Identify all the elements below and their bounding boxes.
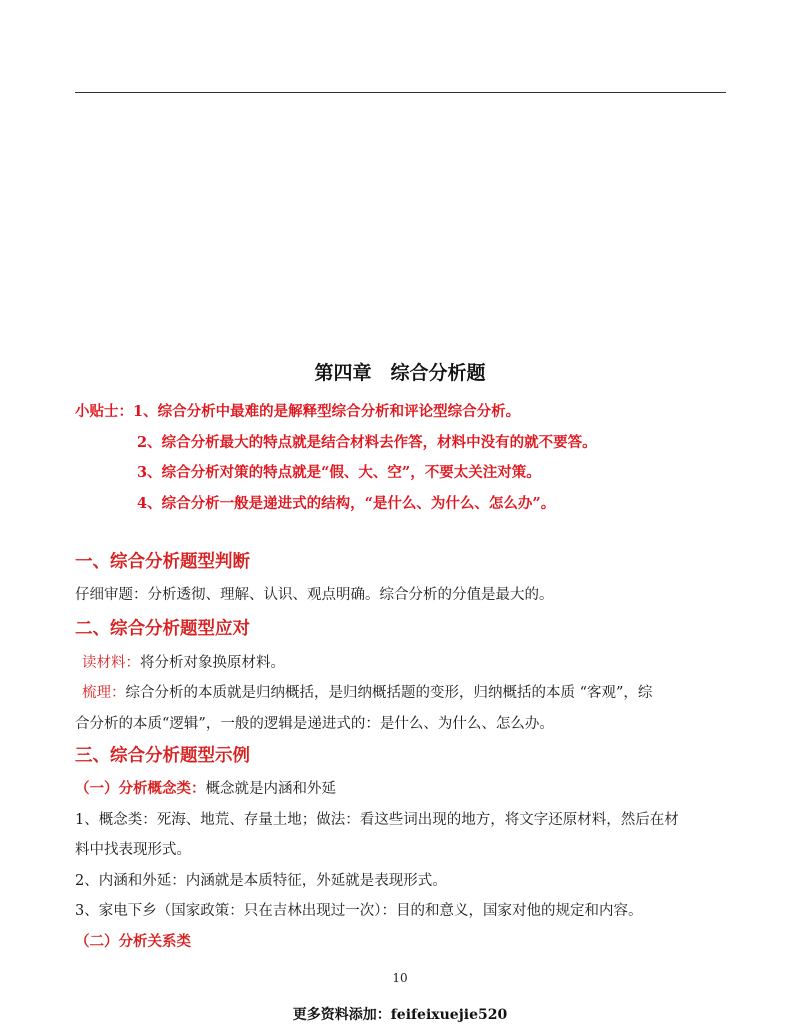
tips-prefix: 小贴士： — [75, 403, 133, 420]
subsection-1-text: 概念就是内涵和外延 — [205, 781, 336, 797]
footer-contact: 更多资料添加：feifeixuejie520 — [292, 1007, 508, 1023]
section-1-text: 仔细审题：分析透彻、理解、认识、观点明确。综合分析的分值是最大的。 — [75, 587, 554, 603]
tip-item-2: 2、综合分析最大的特点就是结合材料去作答，材料中没有的就不要答。 — [137, 434, 597, 451]
subsection-1-line — [75, 777, 336, 798]
item-2: 2、内涵和外延：内涵就是本质特征，外延就是表现形式。 — [75, 873, 447, 889]
subsection-1-label: （一）分析概念类： — [75, 780, 206, 797]
tips-line-1 — [75, 400, 520, 421]
item-1-line-2: 料中找表现形式。 — [75, 842, 191, 858]
header-rule — [75, 92, 726, 93]
read-material-label: 读材料： — [82, 655, 140, 671]
item-1-line-1: 1、概念类：死海、地荒、存量土地；做法：看这些词出现的地方，将文字还原材料，然后在材 — [75, 812, 679, 828]
page-number: 10 — [392, 971, 408, 985]
sort-line-1 — [82, 681, 652, 702]
section-2-heading: 二、综合分析题型应对 — [75, 619, 250, 639]
sort-label: 梳理： — [82, 685, 126, 701]
tip-item-1: 1、综合分析中最难的是解释型综合分析和评论型综合分析。 — [133, 403, 521, 420]
section-1-heading: 一、综合分析题型判断 — [75, 552, 250, 572]
tip-item-4: 4、综合分析一般是递进式的结构，“是什么、为什么、怎么办”。 — [137, 495, 556, 512]
subsection-2-label: （二）分析关系类 — [75, 933, 191, 950]
item-3: 3、家电下乡（国家政策：只在吉林出现过一次）：目的和意义，国家对他的规定和内容。 — [75, 903, 643, 919]
read-material-text: 将分析对象换原材料。 — [140, 655, 285, 671]
read-material-line — [82, 651, 285, 672]
sort-text-1: 综合分析的本质就是归纳概括，是归纳概括题的变形，归纳概括的本质 “客观”，综 — [125, 685, 653, 701]
chapter-title: 第四章 综合分析题 — [314, 362, 486, 384]
sort-text-2: 合分析的本质“逻辑”，一般的逻辑是递进式的：是什么、为什么、怎么办。 — [75, 716, 554, 732]
tip-item-3: 3、综合分析对策的特点就是“假、大、空”，不要太关注对策。 — [137, 464, 541, 481]
section-3-heading: 三、综合分析题型示例 — [75, 746, 250, 766]
